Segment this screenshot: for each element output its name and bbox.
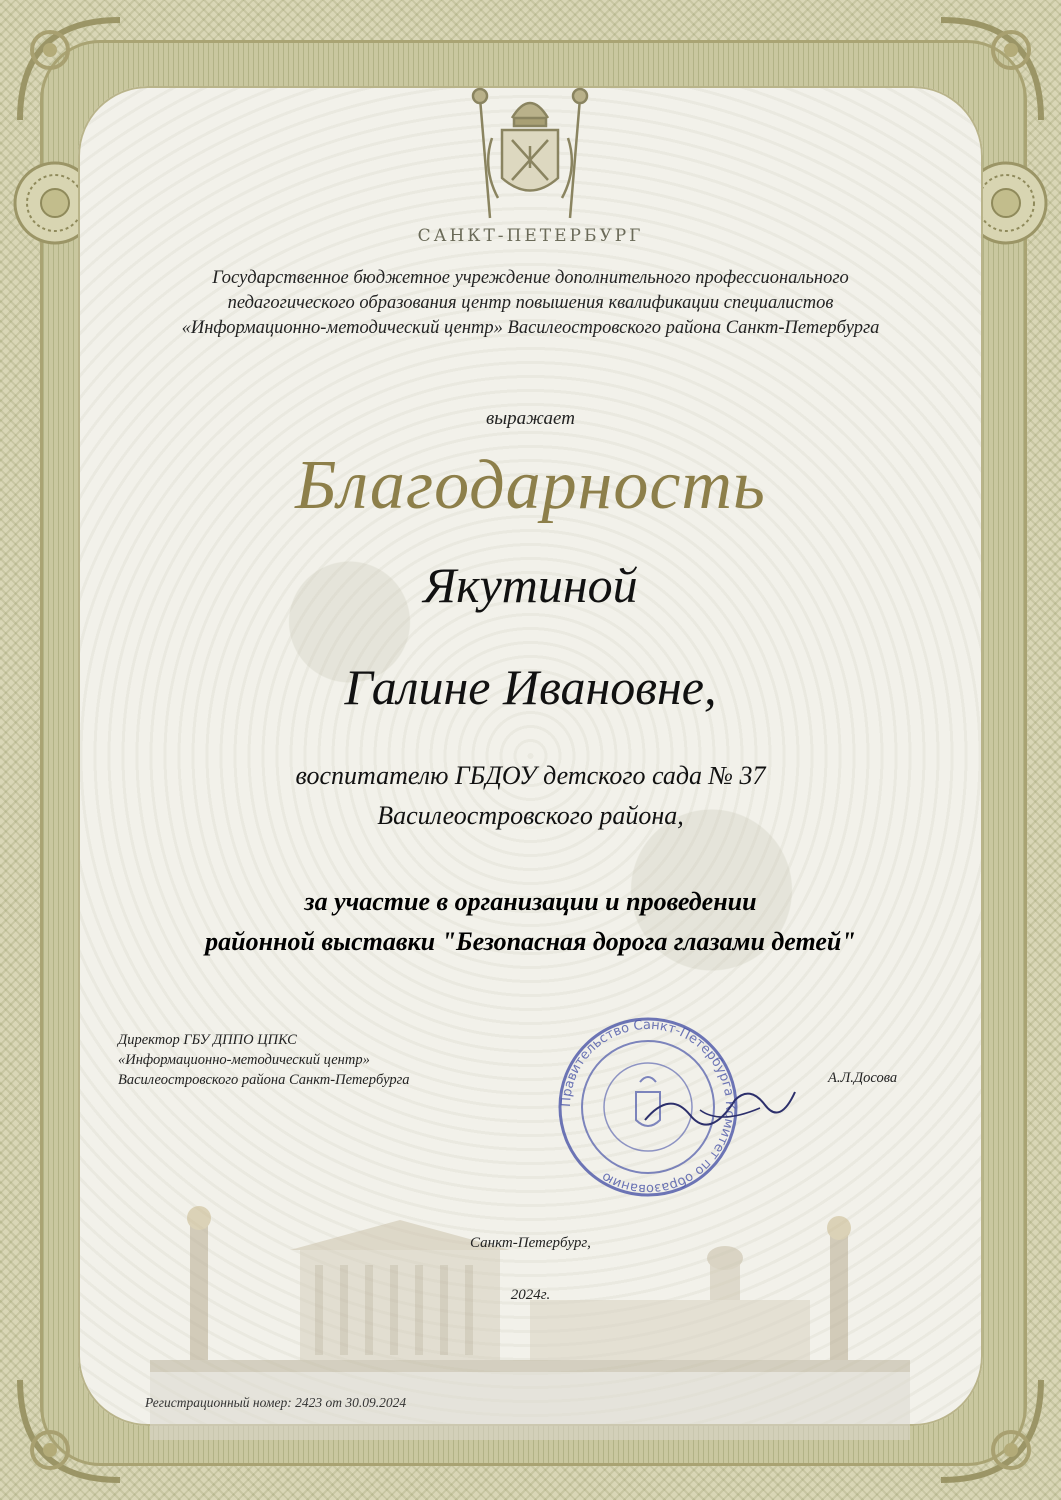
saint-petersburg-coat-of-arms-icon [450,78,610,228]
issue-place: Санкт-Петербург, [470,1235,591,1251]
director-line: Василеостровского района Санкт-Петербурга [118,1072,410,1088]
certificate-title: Благодарность [295,447,766,524]
registration-number: Регистрационный номер: 2423 от 30.09.2024 [145,1395,407,1410]
organization-line: «Информационно-методический центр» Василеостровского района Санкт-Петербурга [181,318,880,338]
issue-year: 2024г. [510,1287,551,1303]
expresses-text: выражает [486,408,575,429]
stamp-text: Правительство Санкт-Петербурга Комитет по образованию [558,1017,738,1197]
reason-line: районной выставки "Безопасная дорога глазами детей" [205,927,856,956]
recipient-surname: Якутиной [423,557,638,613]
handwritten-signature-icon [640,1080,800,1130]
reason-line: за участие в организации и проведении [304,887,757,916]
signer-name: А.Л.Досова [828,1070,898,1086]
director-line: «Информационно-методический центр» [118,1052,370,1068]
director-title [118,1030,409,1090]
recipient-position [0,756,1061,836]
organization-line: Государственное бюджетное учреждение дополнительного профессионального [212,268,849,288]
recipient-name: Галине Ивановне, [344,659,717,715]
position-line: Василеостровского района, [377,801,684,830]
position-line: воспитателю ГБДОУ детского сада № 37 [295,761,766,790]
award-reason [0,882,1061,962]
director-line: Директор ГБУ ДППО ЦПКС [118,1032,297,1048]
city-heading: САНКТ-ПЕТЕРБУРГ [417,226,644,246]
organization-name [110,266,951,341]
organization-line: педагогического образования центр повышения квалификации специалистов [227,293,834,313]
